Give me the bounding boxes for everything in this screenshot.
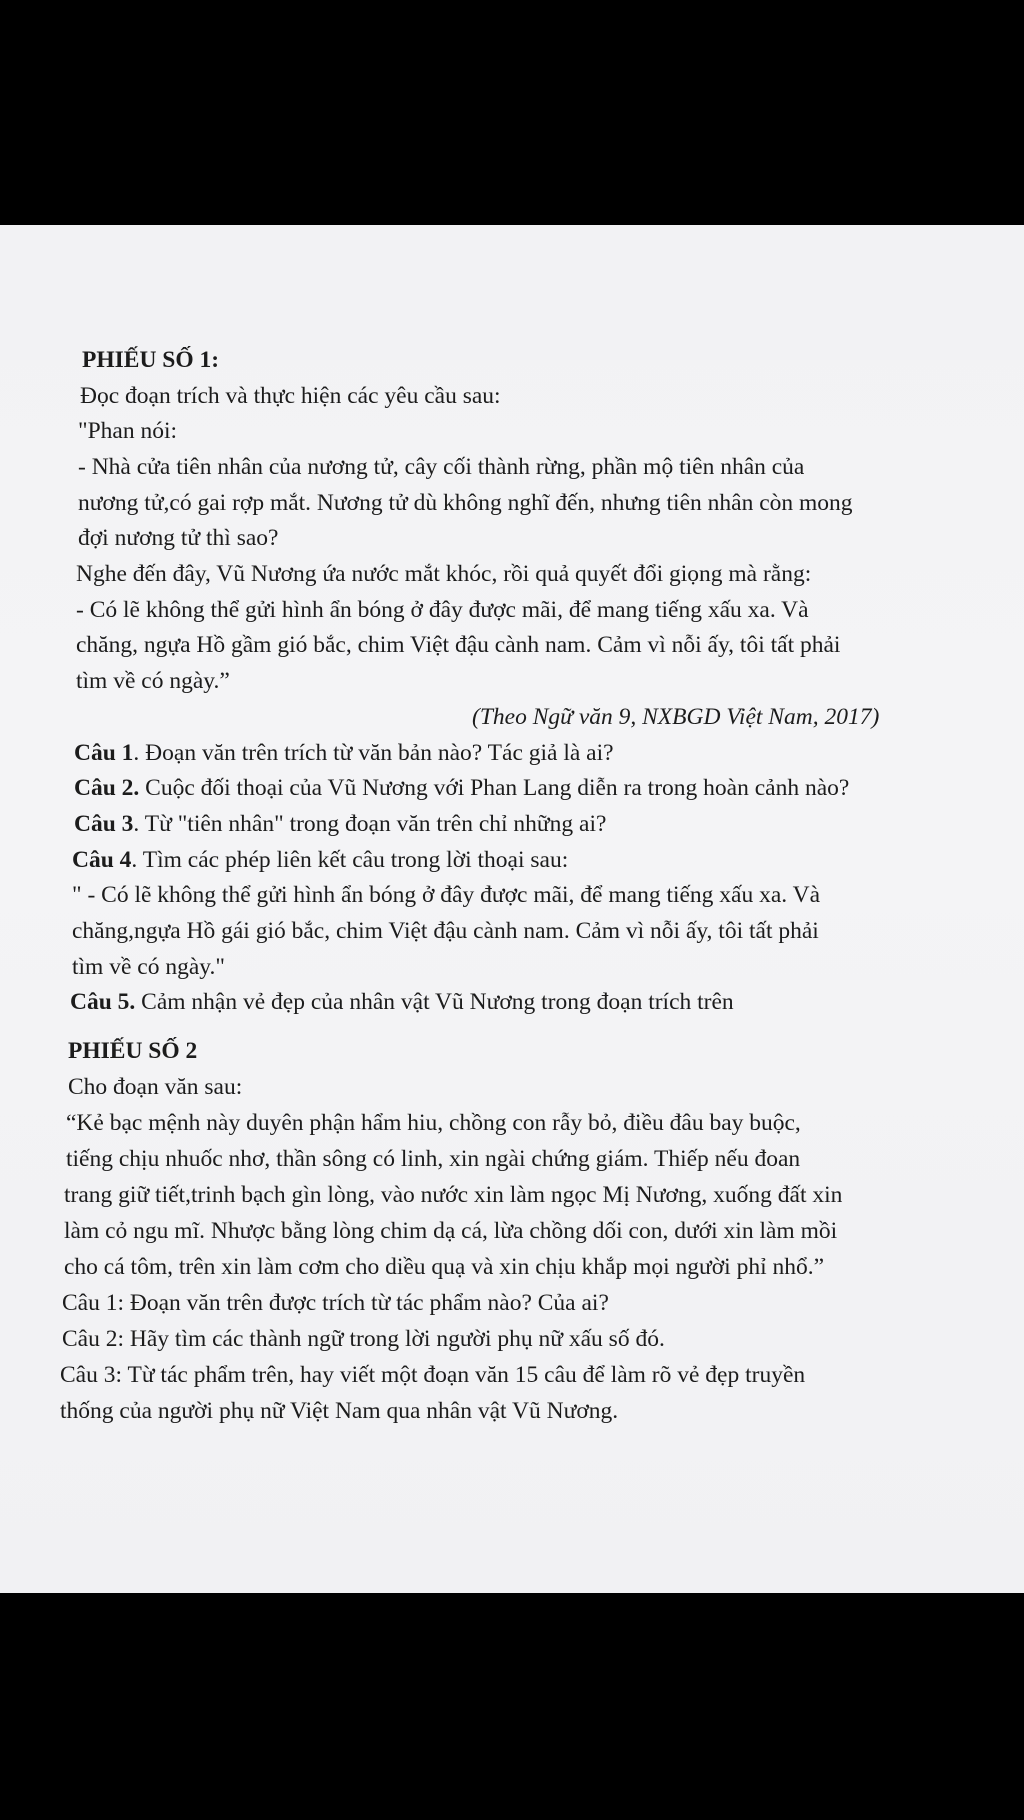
source-citation: (Theo Ngữ văn 9, NXBGD Việt Nam, 2017)	[472, 704, 880, 730]
sheet2-title: PHIẾU SỐ 2	[68, 1038, 198, 1064]
question-5	[70, 984, 734, 1020]
question-text: . Đoạn văn trên trích từ văn bản nào? Tác giả là ai?	[133, 740, 614, 766]
q4-quote-line: " - Có lẽ không thể gửi hình ẩn bóng ở đây được mãi, để mang tiếng xấu xa. Và	[72, 882, 821, 908]
sheet1-quote-line: đợi nương tử thì sao?	[78, 525, 279, 551]
sheet2-quote-line: trang giữ tiết,trinh bạch gìn lòng, vào nước xin làm ngọc Mị Nương, xuống đất xin	[64, 1182, 843, 1208]
question-label: Câu 2.	[74, 775, 140, 801]
question-label: Câu 5.	[70, 989, 136, 1015]
sheet1-quote-line: chăng, ngựa Hồ gầm gió bắc, chim Việt đậu cành nam. Cảm vì nỗi ấy, tôi tất phải	[76, 632, 841, 658]
question-label: Câu 3	[74, 811, 134, 837]
question-text: . Tìm các phép liên kết câu trong lời thoại sau:	[131, 847, 569, 873]
question-label: Câu 1	[74, 740, 134, 766]
sheet2-question-3-cont: thống của người phụ nữ Việt Nam qua nhân vật Vũ Nương.	[60, 1398, 619, 1424]
question-text: Cuộc đối thoại của Vũ Nương với Phan Lang diễn ra trong hoàn cảnh nào?	[139, 775, 850, 801]
sheet1-quote-line: tìm về có ngày.”	[76, 668, 230, 694]
sheet2-instruction: Cho đoạn văn sau:	[68, 1074, 243, 1100]
question-label: Câu 4	[72, 847, 132, 873]
sheet2-quote-line: tiếng chịu nhuốc nhơ, thần sông có linh, xin ngài chứng giám. Thiếp nếu đoan	[66, 1146, 801, 1172]
sheet1-quote-line: - Có lẽ không thể gửi hình ẩn bóng ở đây được mãi, để mang tiếng xấu xa. Và	[76, 597, 809, 623]
q4-quote-line: chăng,ngựa Hồ gái gió bắc, chim Việt đậu cành nam. Cảm vì nỗi ấy, tôi tất phải	[72, 918, 819, 944]
question-2	[74, 770, 849, 806]
sheet2-quote-line: làm cỏ ngu mĩ. Nhược bằng lòng chim dạ cá, lừa chồng dối con, dưới xin làm mồi	[64, 1218, 838, 1244]
sheet1-title: PHIẾU SỐ 1:	[82, 347, 220, 373]
question-text: . Từ "tiên nhân" trong đoạn văn trên chỉ những ai?	[133, 811, 607, 837]
sheet1-quote-line: - Nhà cửa tiên nhân của nương tử, cây cối thành rừng, phần mộ tiên nhân của	[78, 454, 805, 480]
sheet2-question-1: Câu 1: Đoạn văn trên được trích từ tác phẩm nào? Của ai?	[62, 1290, 609, 1316]
sheet2-quote-line: “Kẻ bạc mệnh này duyên phận hẩm hiu, chồng con rẫy bỏ, điều đâu bay buộc,	[66, 1110, 801, 1136]
sheet2-question-3: Câu 3: Từ tác phẩm trên, hay viết một đoạn văn 15 câu để làm rõ vẻ đẹp truyền	[60, 1362, 806, 1388]
sheet1-instruction: Đọc đoạn trích và thực hiện các yêu cầu sau:	[80, 383, 501, 409]
sheet1-quote-line: Nghe đến đây, Vũ Nương ứa nước mắt khóc, rồi quả quyết đổi giọng mà rằng:	[76, 561, 812, 587]
sheet2-quote-line: cho cá tôm, trên xin làm cơm cho diều quạ và xin chịu khắp mọi người phỉ nhổ.”	[64, 1254, 825, 1280]
sheet1-quote-line: nương tử,có gai rợp mắt. Nương tử dù không nghĩ đến, nhưng tiên nhân còn mong	[78, 490, 853, 516]
q4-quote-line: tìm về có ngày."	[72, 954, 225, 980]
question-1	[74, 735, 614, 771]
question-3	[74, 806, 606, 842]
sheet2-question-2: Câu 2: Hãy tìm các thành ngữ trong lời người phụ nữ xấu số đó.	[62, 1326, 665, 1352]
question-4	[72, 842, 568, 878]
sheet1-quote-line: "Phan nói:	[78, 418, 178, 444]
paper-sheet	[0, 225, 1024, 1593]
question-text: Cảm nhận vẻ đẹp của nhân vật Vũ Nương trong đoạn trích trên	[135, 989, 734, 1015]
